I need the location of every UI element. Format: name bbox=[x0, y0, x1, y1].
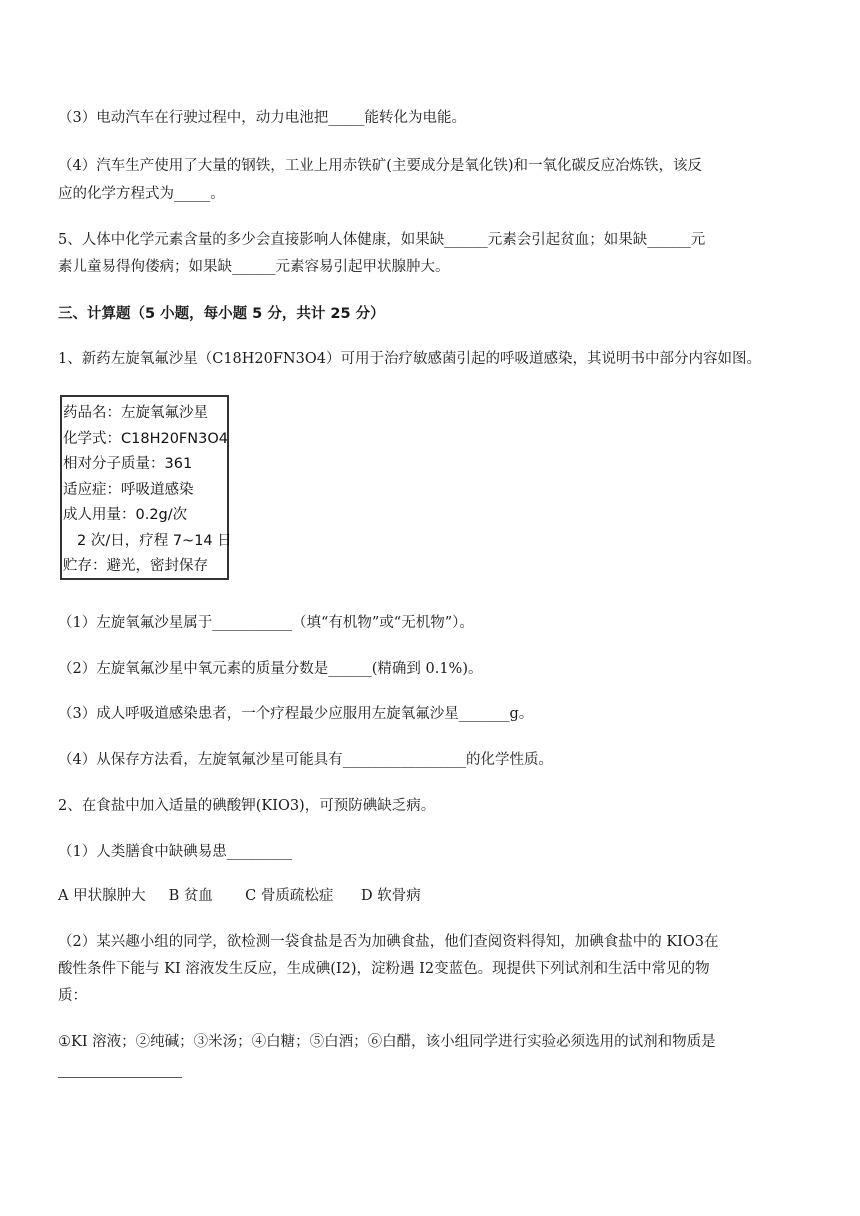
drug-course: 2 次/日，疗程 7~14 日 bbox=[77, 532, 232, 549]
calc-q2-part2-line4: ①KI 溶液；②纯碱；③米汤；④白糖；⑤白酒；⑥白醋，该小组同学进行实验必须选用的试剂和物质是 bbox=[58, 1034, 716, 1050]
calc-q2-intro: 2、在食盐中加入适量的碘酸钾(KIO3)，可预防碘缺乏病。 bbox=[58, 798, 436, 814]
calc-q1-intro: 1、新药左旋氧氟沙星（C18H20FN3O4）可用于治疗敏感菌引起的呼吸道感染，其说明书中部分内容如图。 bbox=[58, 351, 761, 367]
drug-storage: 贮存：避光，密封保存 bbox=[63, 558, 208, 574]
q5-text-line1: 5、人体中化学元素含量的多少会直接影响人体健康，如果缺______元素会引起贫血；如果缺______元 bbox=[58, 232, 706, 248]
drug-adult-dose: 成人用量：0.2g/次 bbox=[63, 507, 188, 523]
calc-q1-part3: （3）成人呼吸道感染患者，一个疗程最少应服用左旋氧氟沙星_______g。 bbox=[58, 706, 534, 722]
section-heading-calculation: 三、计算题（5 小题，每小题 5 分，共计 25 分） bbox=[58, 306, 385, 322]
q4-3-text: （3）电动汽车在行驶过程中，动力电池把_____能转化为电能。 bbox=[58, 110, 466, 126]
answer-blank-line bbox=[58, 1077, 182, 1078]
calc-q2-part2-line1: （2）某兴趣小组的同学，欲检测一袋食盐是否为加碘食盐，他们查阅资料得知，加碘食盐中的 KIO3在 bbox=[58, 934, 719, 950]
drug-label-box bbox=[60, 395, 232, 580]
calc-q2-part2-line3: 质： bbox=[58, 988, 87, 1004]
q4-4-text-line1: （4）汽车生产使用了大量的钢铁，工业上用赤铁矿(主要成分是氧化铁)和一氧化碳反应冶炼铁，该反 bbox=[58, 158, 703, 174]
calc-q2-part2-line2: 酸性条件下能与 KI 溶液发生反应，生成碘(I2)，淀粉遇 I2变蓝色。现提供下列试剂和生活中常见的物 bbox=[58, 961, 710, 977]
q4-4-text-line2: 应的化学方程式为_____。 bbox=[58, 186, 225, 202]
q5-text-line2: 素儿童易得佝偻病；如果缺______元素容易引起甲状腺肿大。 bbox=[58, 259, 450, 275]
calc-q1-part4: （4）从保存方法看，左旋氧氟沙星可能具有_________________的化学性质。 bbox=[58, 752, 553, 768]
drug-molecular-mass: 相对分子质量：361 bbox=[63, 456, 193, 472]
calc-q2-part1: （1）人类膳食中缺碘易患_________ bbox=[58, 844, 292, 860]
calc-q2-options: A 甲状腺肿大 B 贫血 C 骨质疏松症 D 软骨病 bbox=[58, 888, 421, 904]
drug-name: 药品名：左旋氧氟沙星 bbox=[63, 405, 208, 421]
drug-indication: 适应症：呼吸道感染 bbox=[63, 481, 194, 498]
calc-q1-part2: （2）左旋氧氟沙星中氧元素的质量分数是______(精确到 0.1%)。 bbox=[58, 661, 483, 677]
calc-q1-part1: （1）左旋氧氟沙星属于___________（填“有机物”或“无机物”）。 bbox=[58, 615, 474, 631]
drug-formula: 化学式：C18H20FN3O4 bbox=[63, 430, 228, 447]
